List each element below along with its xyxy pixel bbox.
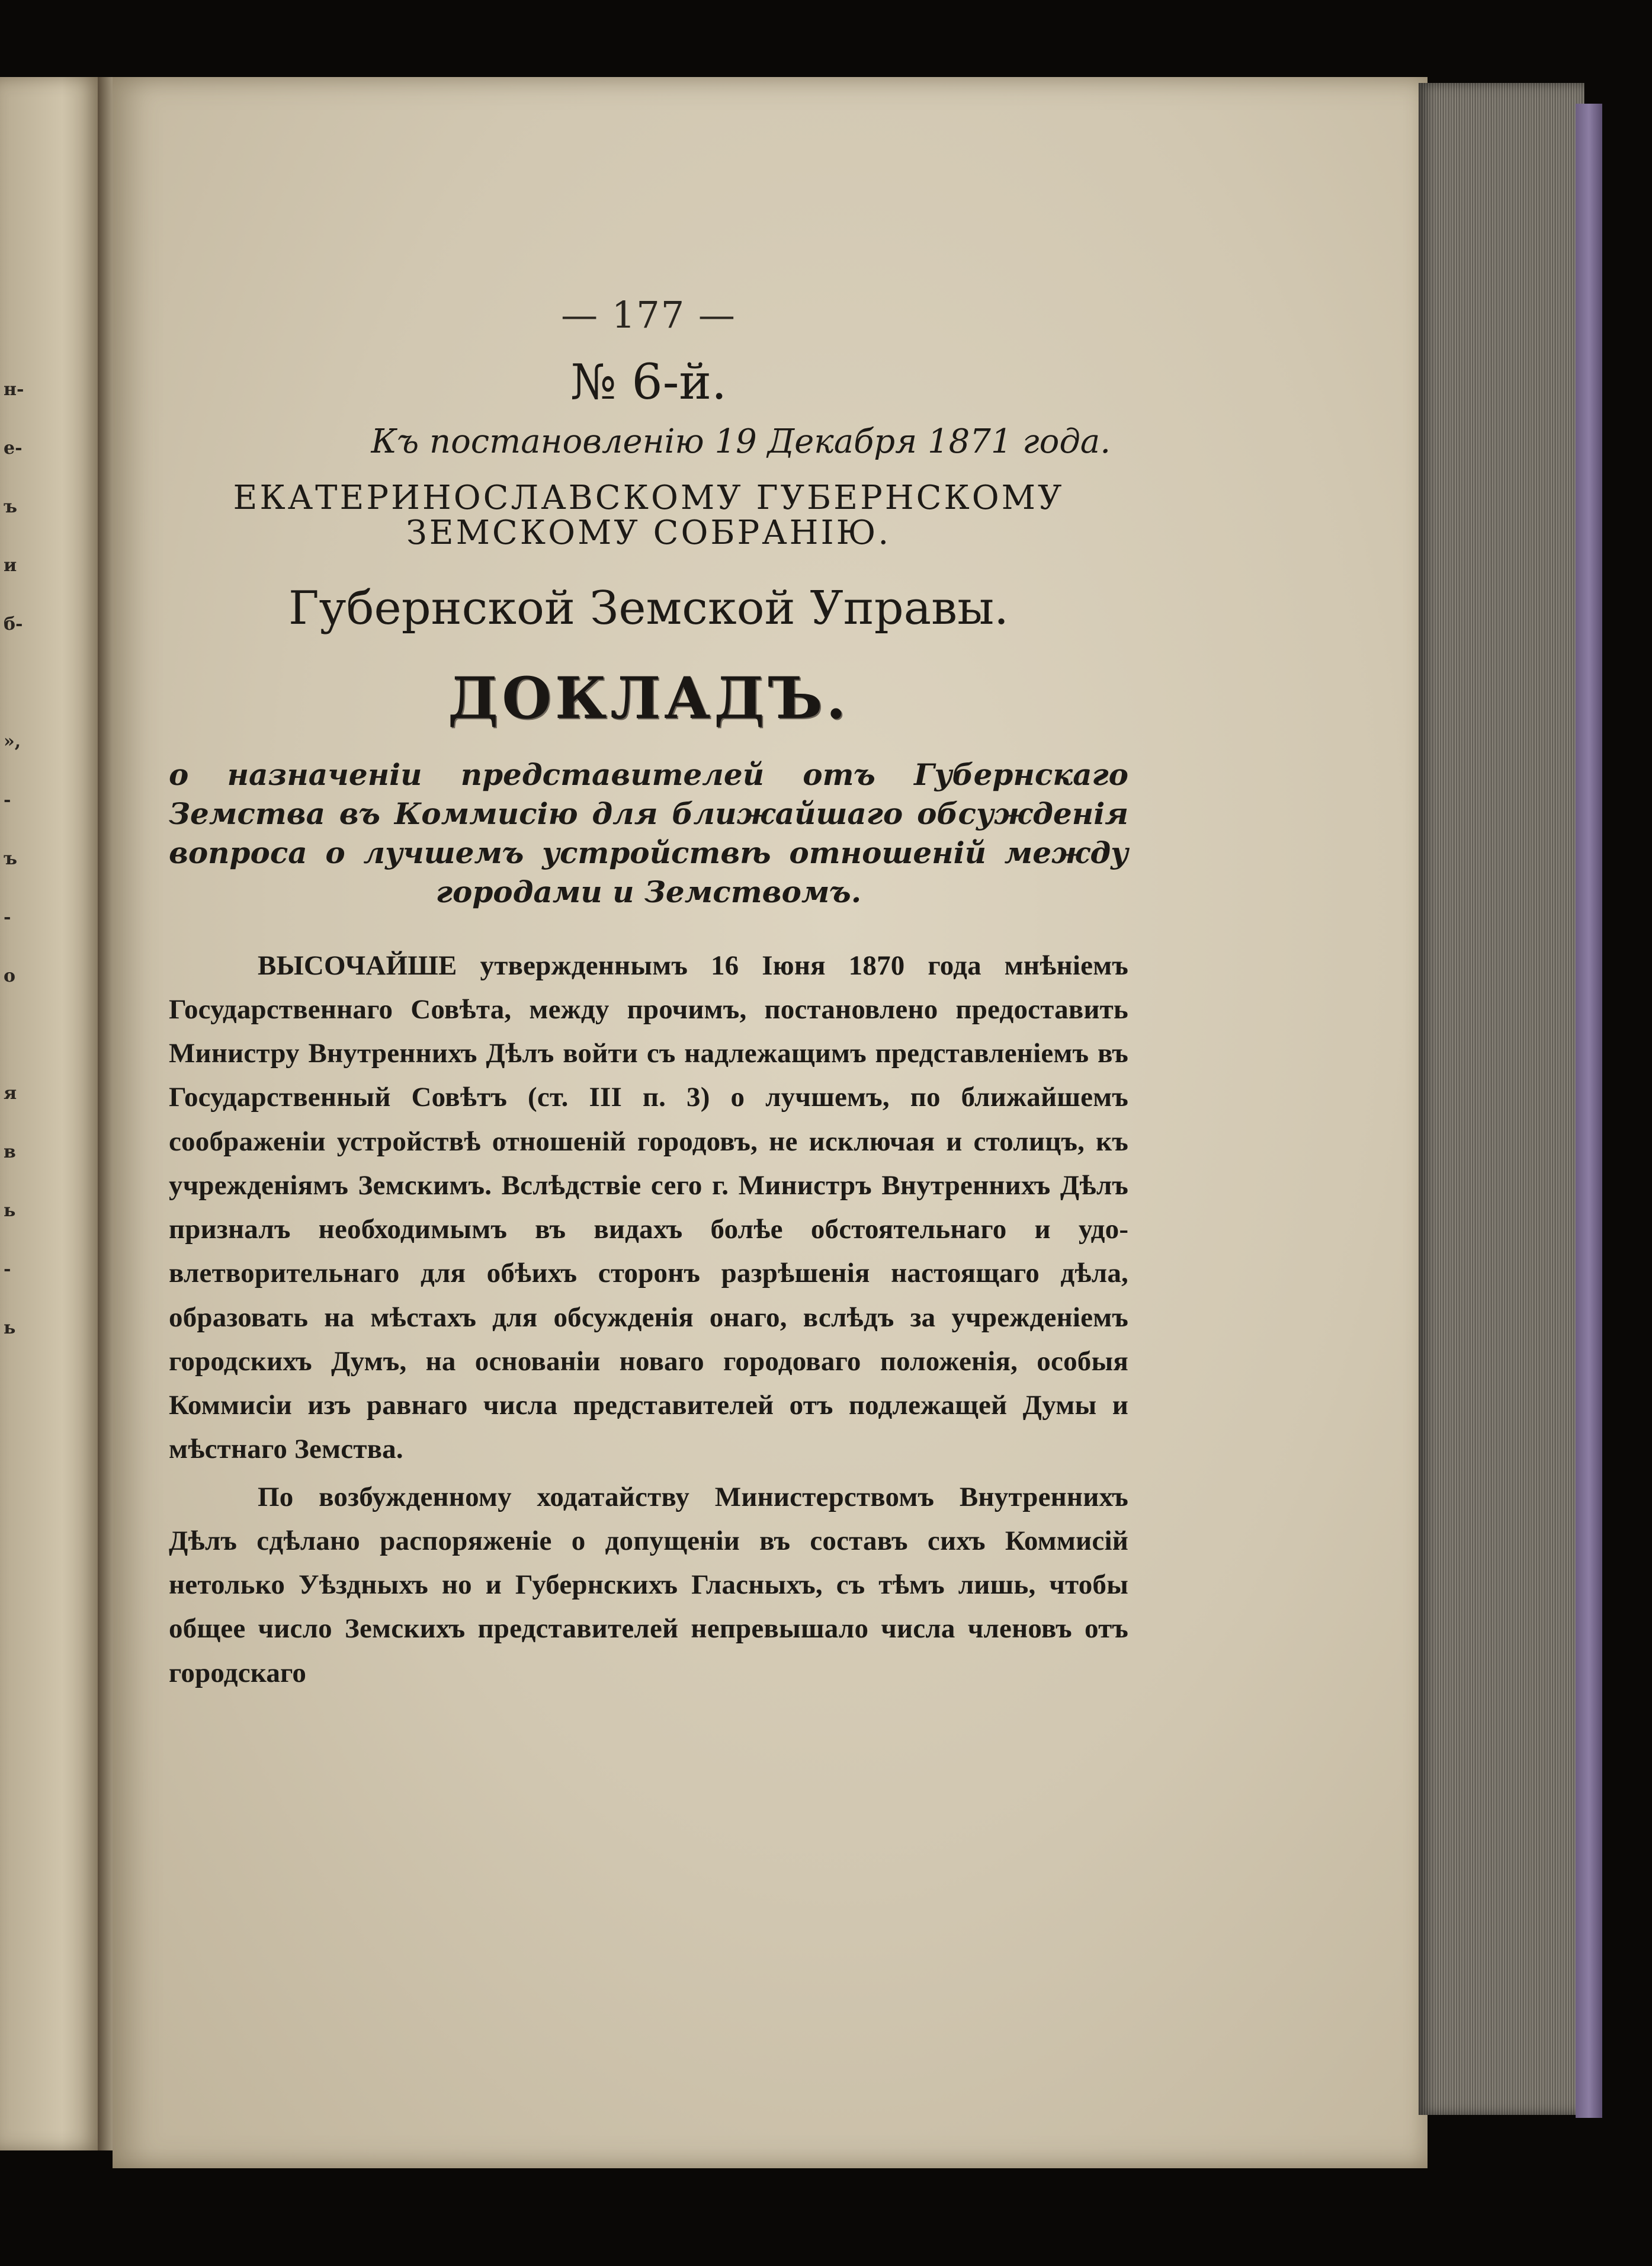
fragment: - [4, 1259, 11, 1280]
addressee-heading: ЕКАТЕРИНОСЛАВСКОМУ ГУБЕРНСКОМУ ЗЕМСКОМУ СОБРАНІЮ. [233, 479, 1064, 552]
page-edges [1419, 83, 1584, 2115]
fragment [0, 1024, 24, 1083]
previous-page [0, 77, 104, 2150]
report-subject: о назначеніи представителей отъ Губернскаго Земства въ Коммисію для ближайшаго обсужденія вопроса о лучшемъ устройствѣ отношеній между городами и Земствомъ. [169, 757, 1128, 909]
document-number: № 6-й. [570, 354, 727, 411]
fragment: и [4, 555, 17, 576]
decree-reference: Къ постановленію 19 Декабря 1871 года. [371, 422, 1111, 461]
fragment: », [4, 731, 21, 752]
page-content [169, 293, 1128, 1698]
fragment: в [4, 1142, 16, 1162]
document-type-heading: ДОКЛАДЪ. [448, 664, 849, 732]
issuing-body: Губернской Земской Управы. [288, 581, 1009, 635]
fragment: б- [4, 614, 23, 634]
fragment: - [4, 790, 11, 810]
fragment: е- [4, 438, 23, 459]
fragment: - [4, 907, 11, 928]
page-number: — 177 — [561, 293, 736, 336]
fragment [0, 672, 24, 731]
fragment: н- [4, 379, 24, 400]
fragment: ъ [4, 496, 18, 517]
book-cover-edge [1576, 104, 1602, 2118]
fragment: я [4, 1083, 17, 1104]
fragment: о [4, 966, 16, 986]
fragment: ь [4, 1200, 16, 1221]
fragment: ъ [4, 848, 18, 869]
body-paragraph: По возбужденному ходатайству Министерствомъ Внутреннихъ Дѣлъ сдѣлано распоряженіе о допущеніи въ составъ сихъ Коммисій нетолько Уѣздныхъ но и Губернскихъ Гласныхъ, съ тѣмъ лишь, чтобы общее число Земскихъ представителей непревышало числа членовъ отъ городскаго [169, 1481, 1128, 1688]
previous-page-text-fragments [0, 379, 24, 1376]
body-paragraph: ВЫСОЧАЙШЕ утвержденнымъ 16 Іюня 1870 года мнѣніемъ Государственнаго Совѣта, между прочимъ, постановлено предоставить Министру Внутреннихъ Дѣлъ войти съ надлежащимъ представленіемъ въ Государственный Совѣтъ (ст. III п. 3) о лучшемъ, по ближайшемъ соображеніи устройствѣ отношеній городовъ, не исключая и столицъ, къ учрежденіямъ Земскимъ. Вслѣдствіе сего г. Министръ Внутреннихъ Дѣлъ призналъ необходимымъ въ видахъ болѣе обстоятельнаго и удовлетворительнаго для обѣихъ сторонъ разрѣшенія настоящаго дѣла, образовать на мѣстахъ для обсужденія онаго, вслѣдъ за учрежденіемъ городскихъ Думъ, на основаніи новаго городоваго положенія, особыя Коммисіи изъ равнаго числа представителей отъ подлежащей Думы и мѣстнаго Земства. [169, 950, 1128, 1465]
fragment: ь [4, 1318, 16, 1338]
